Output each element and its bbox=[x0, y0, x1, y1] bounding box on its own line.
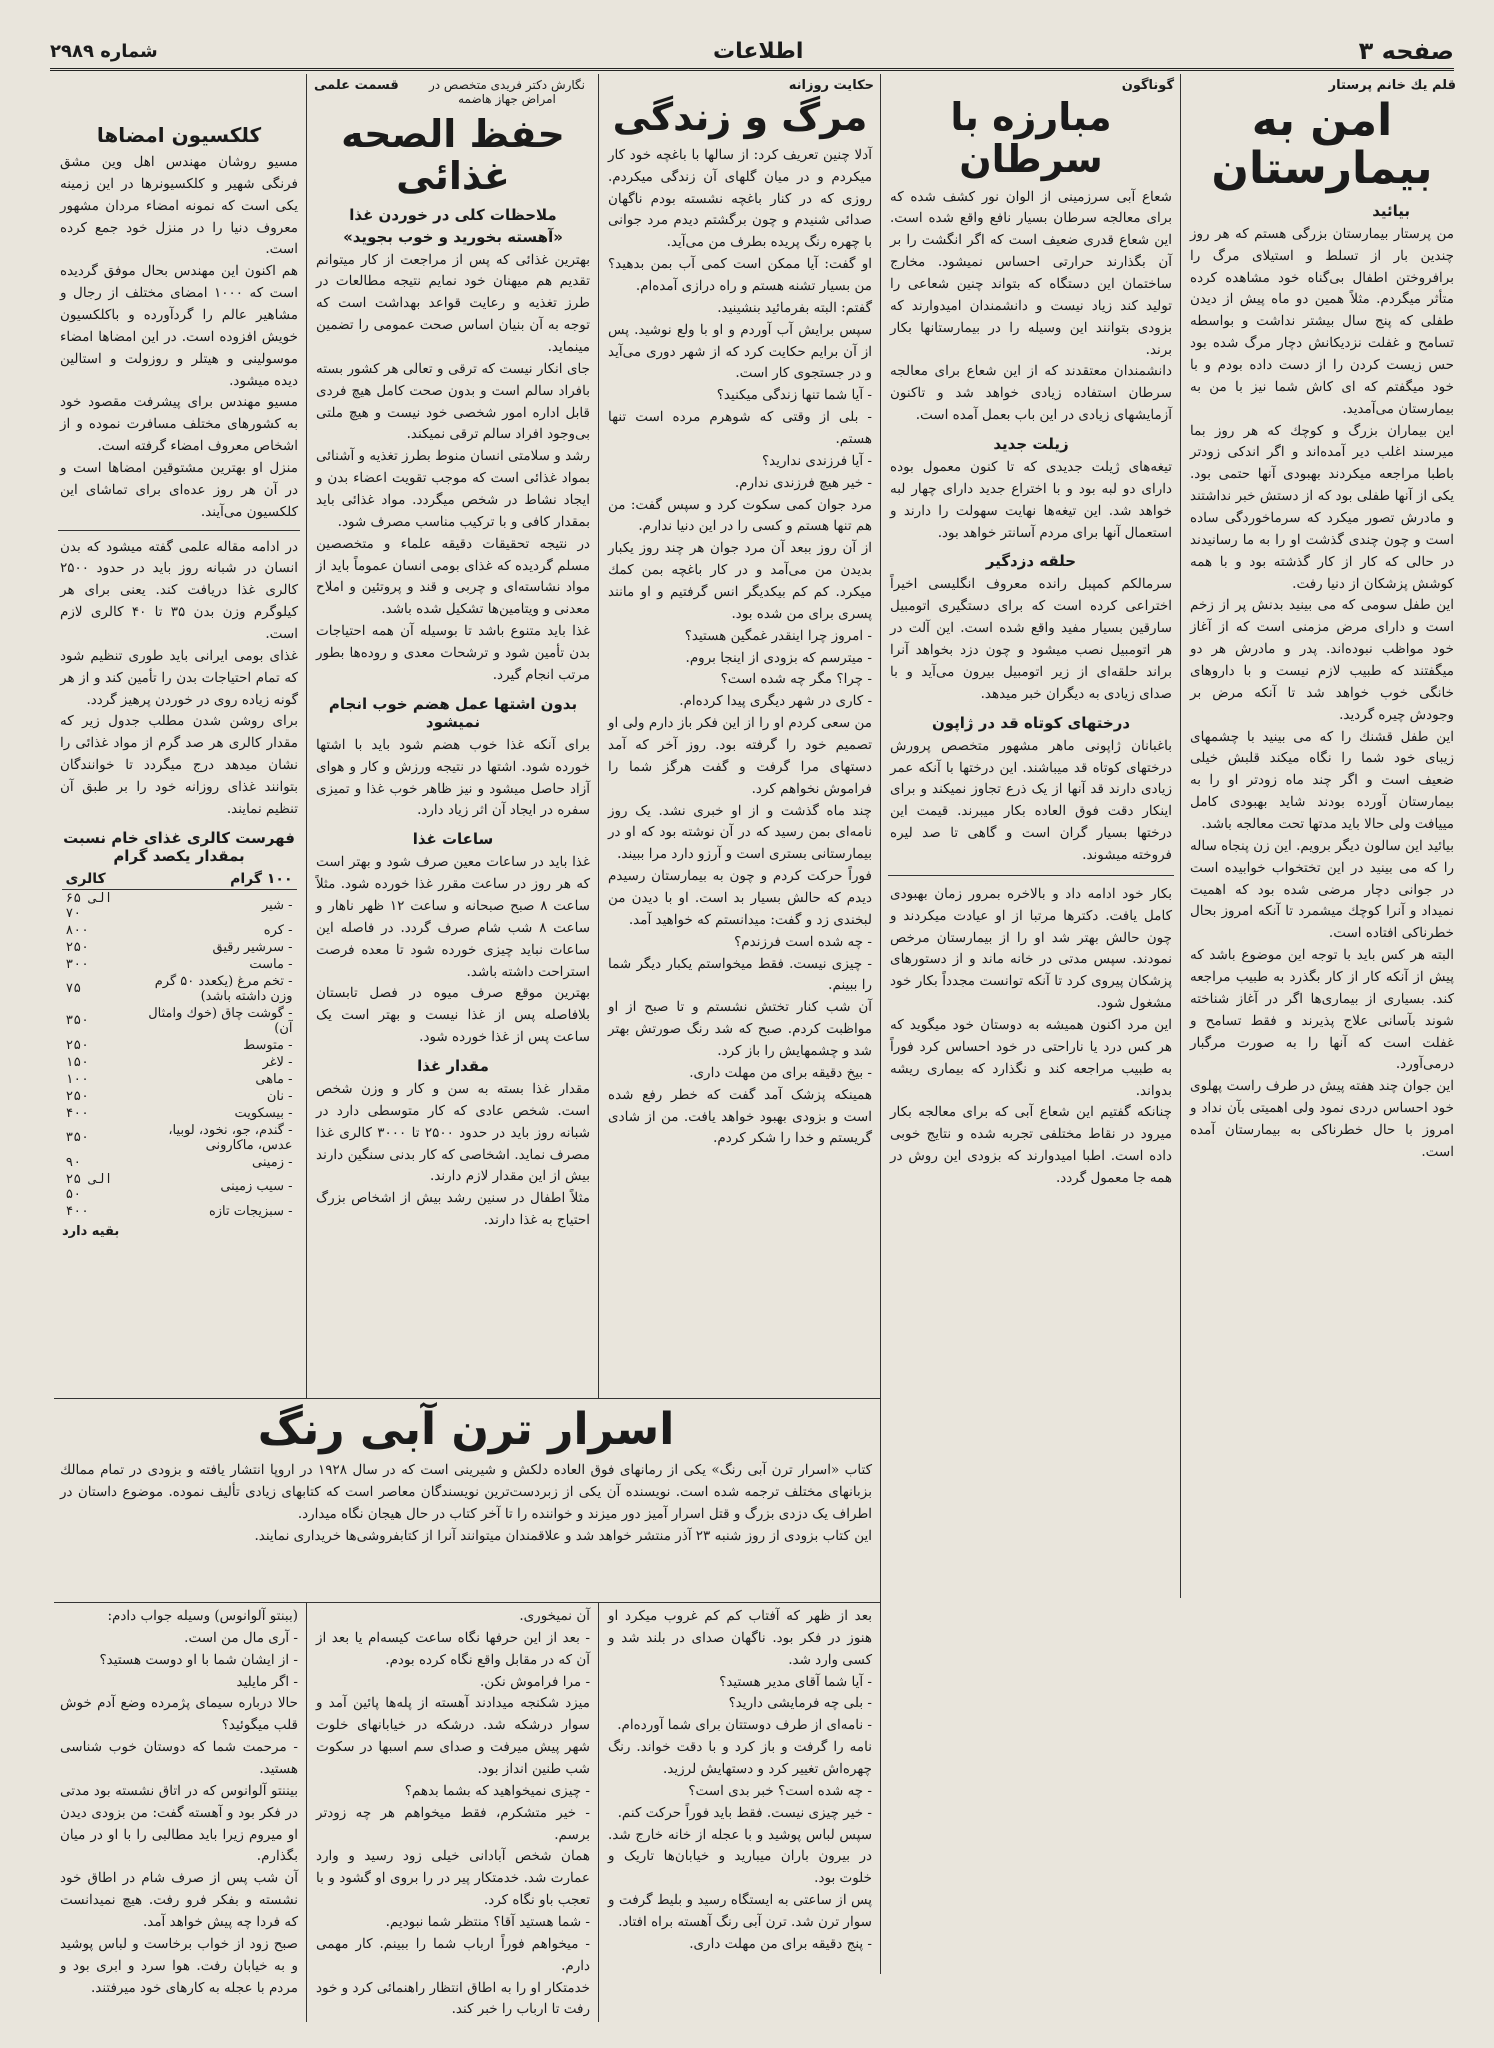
article-headline: حفظ الصحه غذائی bbox=[341, 112, 565, 198]
article-autograph-collection bbox=[54, 120, 304, 1396]
table-row bbox=[62, 939, 297, 956]
table-header-row bbox=[62, 869, 297, 890]
page-number: صفحه ۳ bbox=[1358, 37, 1454, 65]
calorie-value: ۹۰ bbox=[65, 1154, 82, 1170]
calorie-value: ۲۵ الی ۵۰ bbox=[65, 1171, 113, 1202]
food-item: - سیب زمینی bbox=[220, 1179, 293, 1195]
article-headline: مبارزه با سرطان bbox=[950, 95, 1112, 181]
article-death-and-life bbox=[602, 76, 878, 1396]
article-headline: کلکسیون امضاها bbox=[96, 123, 262, 147]
article-subheading: ساعات غذا bbox=[412, 830, 494, 849]
column-rule bbox=[1180, 74, 1181, 1598]
serial-column bbox=[602, 1606, 878, 2026]
article-subheading: درختهای کوتاه قد در ژاپون bbox=[931, 713, 1131, 732]
table-row bbox=[62, 1203, 297, 1220]
calorie-value: ۶۵ الی ۷۰ bbox=[65, 890, 113, 921]
article-subheading: ملاحظات کلی در خوردن غذا bbox=[349, 205, 557, 224]
article-subheading: زیلت جدید bbox=[993, 435, 1069, 454]
food-item: - شیر bbox=[261, 898, 293, 914]
calorie-value: ۳۰۰ bbox=[65, 956, 89, 972]
food-item: - بیسکویت bbox=[234, 1105, 293, 1121]
article-subheading: مقدار غذا bbox=[417, 1056, 489, 1075]
article-body: سرمالکم کمپبل رانده معروف انگلیسی اخیراً اختراعی کرده است که برای دستگیری اتومبیل سارقین بسیار مفید واقع شده است. این آلت در هر اتومبیل نصب میشود و چون دزد بخواهد آنرا براند حلقه‌ای از زیر اتومبیل بیرون می‌آید و با صدای زیادی به دیگران خبر میدهد. bbox=[890, 576, 1172, 702]
table-row bbox=[62, 1037, 297, 1054]
table-row bbox=[62, 1054, 297, 1071]
article-byline: نگارش دکتر فریدی متخصص در امراض جهاز هاضمه bbox=[428, 78, 586, 106]
article-body: تیغه‌های ژیلت جدیدی که تا کنون معمول بوده دارای دو لبه بود و با اختراع جدید دارای چهار لبه خواهد شد. این تیغه‌ها نهایت سهولت را دارند و استعمال آنها برای مردم آسانتر خواهد بود. bbox=[890, 459, 1172, 541]
article-body: بکار خود ادامه داد و بالاخره بمرور زمان بهبودی کامل یافت. دکترها مرتبا از او عیادت میکردند و چون حالش بهتر شد او را از بیمارستان مرخص نمودند. سپس مدتی در خانه ماند و از دستورهای پزشکان پیروی کرد تا آنکه توانست مجدداً بکار خود مشغول شود. این مرد اکنون همیشه به دوستان خود میگوید که هر کس درد یا ناراحتی در خود احساس کرد فوراً به طبیب مراجعه کند و نگذارد که بیماری ریشه بدواند. چنانکه گفتیم این شعاع آبی که برای معالجه بکار میرود در نقاط مختلفی تجربه شده و نتایج خوبی داده است. اطبا امیدوارند که بزودی این روش در همه جا معمول گردد. bbox=[890, 885, 1172, 1186]
table-title: فهرست کالری غذای خام نسبت بمقدار یکصد گرام bbox=[63, 828, 295, 865]
table-row bbox=[62, 1171, 297, 1203]
section-rule bbox=[54, 1602, 880, 1603]
article-body: من پرستار بیمارستان بزرگی هستم که هر روز چندین بار از تسلط و استیلای مرگ را برافروختن اطفال بی‌گناه خود مشاهده کرده متأثر میگردم. مثلاً همین دو ماه پیش از دیدن طفلی که پنج سال بیشتر نداشت و بواسطه تسامح و غفلت نزدیکانش دچار مرگ شده بود حس زیست کردن را از دست داده بودم و با خود میگفتم که ای کاش شما نیز با من به بیمارستان می‌آمدید. این بیماران بزرگ و کوچك که هر روز بما میرسند اغلب دیر آمده‌اند و اگر اندکی زودتر باطبا مراجعه میکردند بهبودی آنها حتمی بود. یکی از آنها طفلی بود که از دستش خبر نداشتند و مادرش تصور میکرد که سرماخوردگی ساده است و چون چندی گذشت او را به ما رسانیدند در حالی که کار از کار گذشته بود و با همه کوشش پزشکان از دنیا رفت. این طفل سومی که می بینید بدنش پر از زخم است و دارای مرض مزمنی است که از آغاز خود مواظب نبوده‌اند. پدر و مادرش هر دو میگفتند که طبیب لازم نیست و با داروهای خانگی خوب خواهد شد تا آنکه مرض بر وجودش چیره گردید. این طفل قشنك را که می بینید با چشمهای زیبای خود شما را نگاه میکند قلبش خیلی ضعیف است و اگر چند ماه زودتر او را به بیمارستان آورده بودند شاید بهبودی کامل مییافت ولی حالا باید مدتها تحت معالجه باشد. بیائید این سالون دیگر برویم. این زن پنجاه ساله را که می بینید در این تختخواب خوابیده است در جوانی دچار مرضی شده بود که اهمیت نمیداد و آنرا کوچك میشمرد تا آنکه امروز بحال خطرناکی افتاده است. البته هر کس باید با توجه این موضوع باشد که پیش از آنکه کار از کار بگذرد به طبیب مراجعه کند. بسیاری از بیماری‌ها اگر در آغاز شناخته شوند بآسانی علاج پذیرند و فقط تسامح و غفلت است که آنها را به صورت مرگبار درمی‌آورد. این جوان چند هفته پیش در طرف راست پهلوی خود احساس دردی نمود ولی اهمیتی بآن نداد و امروز با حال خطرناکی به بیمارستان آمده است. bbox=[1190, 225, 1454, 1160]
calorie-value: ۲۵۰ bbox=[65, 939, 89, 955]
calorie-value: ۳۵۰ bbox=[65, 1013, 89, 1029]
table-row bbox=[62, 889, 297, 922]
article-subheading: بیائید bbox=[1372, 201, 1410, 220]
article-body: برای آنکه غذا خوب هضم شود باید با اشتها خورده شود. اشتها در نتیجه ورزش و کار و هوای آزاد حاصل میشود و نیز ظاهر خوب غذا و تمیزی سفره در ایجاد آن اثر زیاد دارد. bbox=[316, 736, 590, 819]
serial-intro bbox=[54, 1402, 878, 1598]
article-food-hygiene bbox=[310, 76, 596, 1396]
article-body: آدلا چنین تعریف کرد: از سالها با باغچه خود کار میکردم و در میان گلهای آن زندگی میکردم. روزی که در کنار باغچه نشسته بودم ناگهان صدائی شنیدم و چون برگشتم دیدم مرد جوانی با چهره رنگ پریده بطرف من می‌آید. او گفت: آیا ممکن است کمی آب بمن بدهید؟ من بسیار تشنه هستم و راه درازی آمده‌ام. گفتم: البته بفرمائید بنشینید. سپس برایش آب آوردم و او با ولع نوشید. پس از آن برایم حکایت کرد که از شهر دوری می‌آید و در جستجوی کار است. - آیا شما تنها زندگی میکنید؟ - بلی از وقتی که شوهرم مرده است تنها هستم. - آیا فرزندی ندارید؟ - خیر هیچ فرزندی ندارم. مرد جوان کمی سکوت کرد و سپس گفت: من هم تنها هستم و کسی را در این دنیا ندارم. از آن روز ببعد آن مرد جوان هر چند روز یکبار بدیدن من می‌آمد و در کار باغچه بمن کمك میکرد. کم کم بیکدیگر انس گرفتیم و او مانند پسری برای من شده بود. - امروز چرا اینقدر غمگین هستید؟ - میترسم که بزودی از اینجا بروم. - چرا؟ مگر چه شده است؟ - کاری در شهر دیگری پیدا کرده‌ام. من سعی کردم او را از این فکر باز دارم ولی او تصمیم خود را گرفته بود. روز آخر که آمد دستهای مرا گرفت و گفت هرگز شما را فراموش نخواهم کرد. چند ماه گذشت و از او خبری نشد. یک روز نامه‌ای بمن رسید که در آن نوشته بود که او در بیمارستانی بستری است و آرزو دارد مرا ببیند. فوراً حرکت کردم و چون به بیمارستان رسیدم دیدم که حالش بسیار بد است. او با دیدن من لبخندی زد و گفت: میدانستم که خواهید آمد. - چه شده است فرزندم؟ - چیزی نیست. فقط میخواستم یکبار دیگر شما را ببینم. آن شب کنار تختش نشستم و تا صبح از او مواظبت کردم. صبح که شد رنگ صورتش بهتر شد و چشمهایش را باز کرد. - بیخ دقیقه برای من مهلت داری. همینکه پزشک آمد گفت که خطر رفع شده است و بزودی بهبود خواهد یافت. من از شادی گریستم و خدا را شکر کردم. bbox=[608, 146, 872, 1147]
table-row bbox=[62, 1154, 297, 1171]
article-body: بهترین غذائی که پس از مراجعت از کار میتوانم تقدیم هم میهنان خود نمایم نتیجه مطالعات در طرز تغذیه و رعایت قواعد بهداشت است که توجه به آن بنیان اساس صحت عمومی را تضمین مینماید. جای انکار نیست که ترقی و تعالی هر کشور بسته بافراد سالم است و بدون صحت کامل هیچ فردی قابل اداره امور شخصی خود نیست و هیچ ملتی بی‌وجود افراد سالم ترقی نمیکند. رشد و سلامتی انسان منوط بطرز تغذیه و آشنائی بمواد غذائی است که موجب تقویت اعضاء بدن و ایجاد نشاط در شخص میگردد. مواد غذائی باید بمقدار کافی و با ترکیب مناسب مصرف شود. در نتیجه تحقیقات دقیقه علماء و متخصصین مسلم گردیده که غذای بومی انسان عموماً باید از مواد نشاسته‌ای و چربی و قند و پروتئین و املاح معدنی و ویتامین‌ها تشکیل شده باشد. غذا باید متنوع باشد تا بوسیله آن همه احتیاجات بدن تأمین شود و ترشحات معدی و روده‌ها بطور مرتب انجام گیرد. bbox=[316, 251, 590, 683]
serial-headline: اسرار ترن آبی رنگ bbox=[257, 1404, 675, 1455]
serial-text: (ببنتو آلوانوس) وسیله جواب دادم: - آری مال من است. - از ایشان شما با او دوست هستید؟ - اگر مایلید حالا درباره سیمای پژمرده وضع آدم خوش قلب میگوئید؟ - مرحمت شما که دوستان خوب شناسی هستید. بیننتو آلوانوس که در اتاق نشسته بود مدتی در فکر بود و آهسته گفت: من بزودی دیدن او میروم زیرا باید مطالبی را با او در میان بگذارم. آن شب پس از صرف شام در اطاق خود نشسته و بفکر فرو رفت. هیچ نمیدانست که فردا چه پیش خواهد آمد. صبح زود از خواب برخاست و لباس پوشید و به خیابان رفت. هوا سرد و ابری بود و مردم با عجله به کارهای خود میرفتند. bbox=[60, 1608, 298, 1996]
section-rule bbox=[54, 1398, 880, 1399]
column-rule bbox=[598, 74, 599, 1398]
serial-intro-text: کتاب «اسرار ترن آبی رنگ» یکی از رمانهای فوق العاده دلکش و شیرینی است که در سال ۱۹۲۸ در اروپا انتشار یافته و بزودی در تمام ممالك بزبانهای مختلف ترجمه شده است. نویسنده آن یکی از زبردست‌ترین نویسندگان معاصر است که کتابهای زیادی تألیف نموده. موضوع داستان در اطراف یک دزدی بزرگ و قتل اسرار آمیز دور میزند و خواننده را تا آخر کتاب در حال هیجان نگاه میدارد. این کتاب بزودی از روز شنبه ۲۳ آذر منتشر خواهد شد و علاقمندان میتوانند آنرا از کتابفروشی‌ها خریداری نمایند. bbox=[60, 1462, 873, 1544]
column-rule bbox=[880, 74, 881, 1974]
divider bbox=[58, 530, 300, 531]
food-item: - سرشیر رقیق bbox=[212, 939, 293, 955]
calorie-value: ۷۵ bbox=[65, 981, 82, 997]
article-cancer bbox=[884, 76, 1178, 1976]
article-label: گوناگون bbox=[1121, 78, 1174, 93]
food-item: - گوشت چاق (خوك وامثال آن) bbox=[148, 1005, 293, 1036]
article-body: باغبانان ژاپونی ماهر مشهور متخصص پرورش درختهای کوتاه قد میباشند. این درختها با آنکه عمر زیادی دارند قد آنها از یک ذرع تجاوز نمیکند و برای اینکار دقت فوق العاده بکار میبرند. قیمت این درختها بسیار گران است و گاهی تا صد لیره فروخته میشوند. bbox=[890, 737, 1172, 863]
table-row bbox=[62, 1071, 297, 1088]
article-subheading: بدون اشتها عمل هضم خوب انجام نمیشود bbox=[328, 694, 578, 731]
table-row bbox=[62, 1005, 297, 1037]
food-item: - تخم مرغ (یکعدد ۵۰ گرم وزن داشته باشد) bbox=[154, 973, 293, 1004]
calorie-value: ۳۵۰ bbox=[65, 1130, 89, 1146]
article-labels bbox=[310, 76, 596, 110]
column-rule bbox=[306, 1602, 307, 2022]
article-hospital bbox=[1184, 76, 1460, 1996]
calorie-value: ۱۵۰ bbox=[65, 1054, 89, 1070]
article-body: مقدار غذا بسته به سن و کار و وزن شخص است. شخص عادی که کار متوسطی دارد در شبانه روز باید در حدود ۲۵۰۰ تا ۳۰۰۰ کالری غذا مصرف نماید. اشخاصی که کار بدنی سنگین دارند بیش از این مقدار لازم دارند. مثلاً اطفال در سنین رشد بیش از اشخاص بزرگ احتیاج به غذا دارند. bbox=[316, 1080, 591, 1229]
table-row bbox=[62, 1088, 297, 1105]
paper-name: اطلاعات bbox=[713, 38, 804, 64]
food-item: - متوسط bbox=[243, 1037, 293, 1053]
column-header-item: ۱۰۰ گرام bbox=[128, 869, 297, 890]
food-item: - ماهی bbox=[255, 1071, 293, 1087]
calorie-table bbox=[62, 869, 297, 1220]
calorie-value: ۱۰۰ bbox=[65, 1071, 89, 1087]
column-rule bbox=[306, 74, 307, 1398]
article-label: حکایت روزانه bbox=[788, 78, 874, 93]
serial-column bbox=[54, 1606, 304, 2026]
food-item: - ماست bbox=[249, 956, 293, 972]
article-body: شعاع آبی سرزمینی از الوان نور کشف شده که برای معالجه سرطان بسیار نافع واقع شده است. این شعاع قدری ضعیف است که اگر انگشت را بر آن بگذارند حرارتی احساس نمیشود. مخارج ساختمان این دستگاه که بتواند چنین شعاعی را تولید کند زیاد نیست و دانشمندان امیدوارند که بزودی بتوانند این وسیله را در بیمارستانها بکار برند. دانشمندان معتقدند که از این شعاع برای معالجه سرطان استفاده زیادی خواهد شد و تاکنون آزمایشهای زیادی در این باب بعمل آمده است. bbox=[890, 188, 1172, 424]
food-item: - زمینی bbox=[252, 1154, 293, 1170]
calorie-value: ۴۰۰ bbox=[65, 1105, 89, 1121]
food-item: - لاغر bbox=[262, 1054, 293, 1070]
table-row bbox=[62, 1122, 297, 1154]
article-label: قلم یك خانم پرستار bbox=[1328, 78, 1456, 93]
calorie-value: ۲۵۰ bbox=[65, 1088, 89, 1104]
food-item: - گندم، جو، نخود، لوبیا، عدس، ماکارونی bbox=[168, 1122, 293, 1153]
article-subheading: حلقه دزدگیر bbox=[985, 552, 1077, 571]
issue-number: شماره ۲۹۸۹ bbox=[50, 40, 158, 62]
table-row bbox=[62, 922, 297, 939]
article-body: غذا باید در ساعات معین صرف شود و بهتر است که هر روز در ساعت مقرر غذا خورده شود. مثلاً ساعت ۸ صبح صبحانه و ساعت ۱۲ ظهر ناهار و ساعت ۸ شب شام صرف گردد. در فاصله این ساعات نباید چیزی خورده شود تا معده فرصت استراحت داشته باشد. بهترین موقع صرف میوه در فصل تابستان بلافاصله پس از غذا نیست و بهتر است یک ساعت پس از غذا خورده شود. bbox=[316, 854, 590, 1046]
table-row bbox=[62, 1105, 297, 1122]
article-body: در ادامه مقاله علمی گفته میشود که بدن انسان در شبانه روز باید در حدود ۲۵۰۰ کالری غذا دریافت کند. یعنی برای هر کیلوگرم وزن بدن ۳۵ تا ۴۰ کالری لازم است. غذای بومی ایرانی باید طوری تنظیم شود که تمام احتیاجات بدن را تأمین کند و از هر گونه زیاده روی در خوردن پرهیز گردد. برای روشن شدن مطلب جدول زیر که مقدار کالری هر صد گرم از مواد غذائی را نشان میدهد درج میگردد تا خوانندگان بتوانند غذای روزانه خود را بر طبق آن تنظیم نمایند. bbox=[60, 538, 299, 817]
serial-text: آن نمیخوری. - بعد از این حرفها نگاه ساعت کیسه‌ام یا بعد از آن که در مقابل واقع نگاه کرده بودم. - مرا فراموش نکن. میزد شکنجه میدادند آهسته از پله‌ها پائین آمد و سوار درشکه شد. درشکه در خیابانهای خلوت شهر پیش میرفت و صدای سم اسبها در سکوت شب طنین انداز بود. - چیزی نمیخواهید که بشما بدهم؟ - خیر متشکرم، فقط میخواهم هر چه زودتر برسم. همان شخص آبادانی خیلی زود رسید و وارد عمارت شد. خدمتکار پیر در را بروی او گشود و با تعجب باو نگاه کرد. - شما هستید آقا؟ منتظر شما نبودیم. - میخواهم فوراً ارباب شما را ببینم. کار مهمی دارم. خدمتکار او را به اطاق انتظار راهنمائی کرد و خود رفت تا ارباب را خبر کند. bbox=[316, 1608, 590, 2018]
divider bbox=[888, 875, 1174, 876]
article-headline: امن به بیمارستان bbox=[1211, 95, 1433, 195]
food-item: - کره bbox=[263, 922, 293, 938]
continued-note: بقیه دارد bbox=[62, 1223, 120, 1239]
masthead bbox=[50, 34, 1454, 71]
article-body: مسیو روشان مهندس اهل وین مشق فرنگی شهیر و کلکسیونرها در این زمینه یکی است که نمونه امضاء مردان مشهور معروف دنیا را در منزل خود جمع کرده است. هم اکنون این مهندس بحال موفق گردیده است که ۱۰۰۰ امضای مختلف از رجال و مشاهیر عالم را گردآورده و باکلکسیون خویش افزوده است. در این امضاها امضاء موسولینی و هیتلر و روزولت و استالین دیده میشود. مسیو مهندس برای پیشرفت مقصود خود به کشورهای مختلف مسافرت نموده و از اشخاص معروف امضاء گرفته است. منزل او بهترین مشتوقین امضاها است و در آن هر روز عده‌ای برای تماشای این کلکسیون می‌آیند. bbox=[60, 154, 298, 520]
table-row bbox=[62, 973, 297, 1005]
article-section: قسمت علمی bbox=[314, 78, 399, 93]
article-headline: مرگ و زندگی bbox=[612, 95, 868, 139]
article-subheading: «آهسته بخورید و خوب بجوید» bbox=[343, 227, 563, 246]
column-rule bbox=[598, 1602, 599, 2022]
column-header-calories: کالری bbox=[62, 869, 128, 890]
food-item: - سبزیجات تازه bbox=[208, 1203, 293, 1219]
calorie-value: ۸۰۰ bbox=[65, 922, 89, 938]
calorie-value: ۲۵۰ bbox=[65, 1037, 89, 1053]
serial-column bbox=[310, 1606, 596, 2026]
calorie-value: ۴۰۰ bbox=[65, 1203, 89, 1219]
table-row bbox=[62, 956, 297, 973]
serial-text: بعد از ظهر که آفتاب کم کم غروب میکرد او هنوز در فکر بود. ناگهان صدای در بلند شد و کسی وارد شد. - آیا شما آقای مدیر هستید؟ - بلی چه فرمایشی دارید؟ - نامه‌ای از طرف دوستتان برای شما آورده‌ام. نامه را گرفت و باز کرد و با دقت خواند. رنگ چهره‌اش تغییر کرد و دستهایش لرزید. - چه شده است؟ خبر بدی است؟ - خیر چیزی نیست. فقط باید فوراً حرکت کنم. سپس لباس پوشید و با عجله از خانه خارج شد. در بیرون باران میبارید و خیابان‌ها تاریک و خلوت بود. پس از ساعتی به ایستگاه رسید و بلیط گرفت و سوار ترن شد. ترن آبی رنگ آهسته براه افتاد. - پنج دقیقه برای من مهلت داری. bbox=[608, 1608, 872, 1952]
food-item: - نان bbox=[266, 1088, 293, 1104]
